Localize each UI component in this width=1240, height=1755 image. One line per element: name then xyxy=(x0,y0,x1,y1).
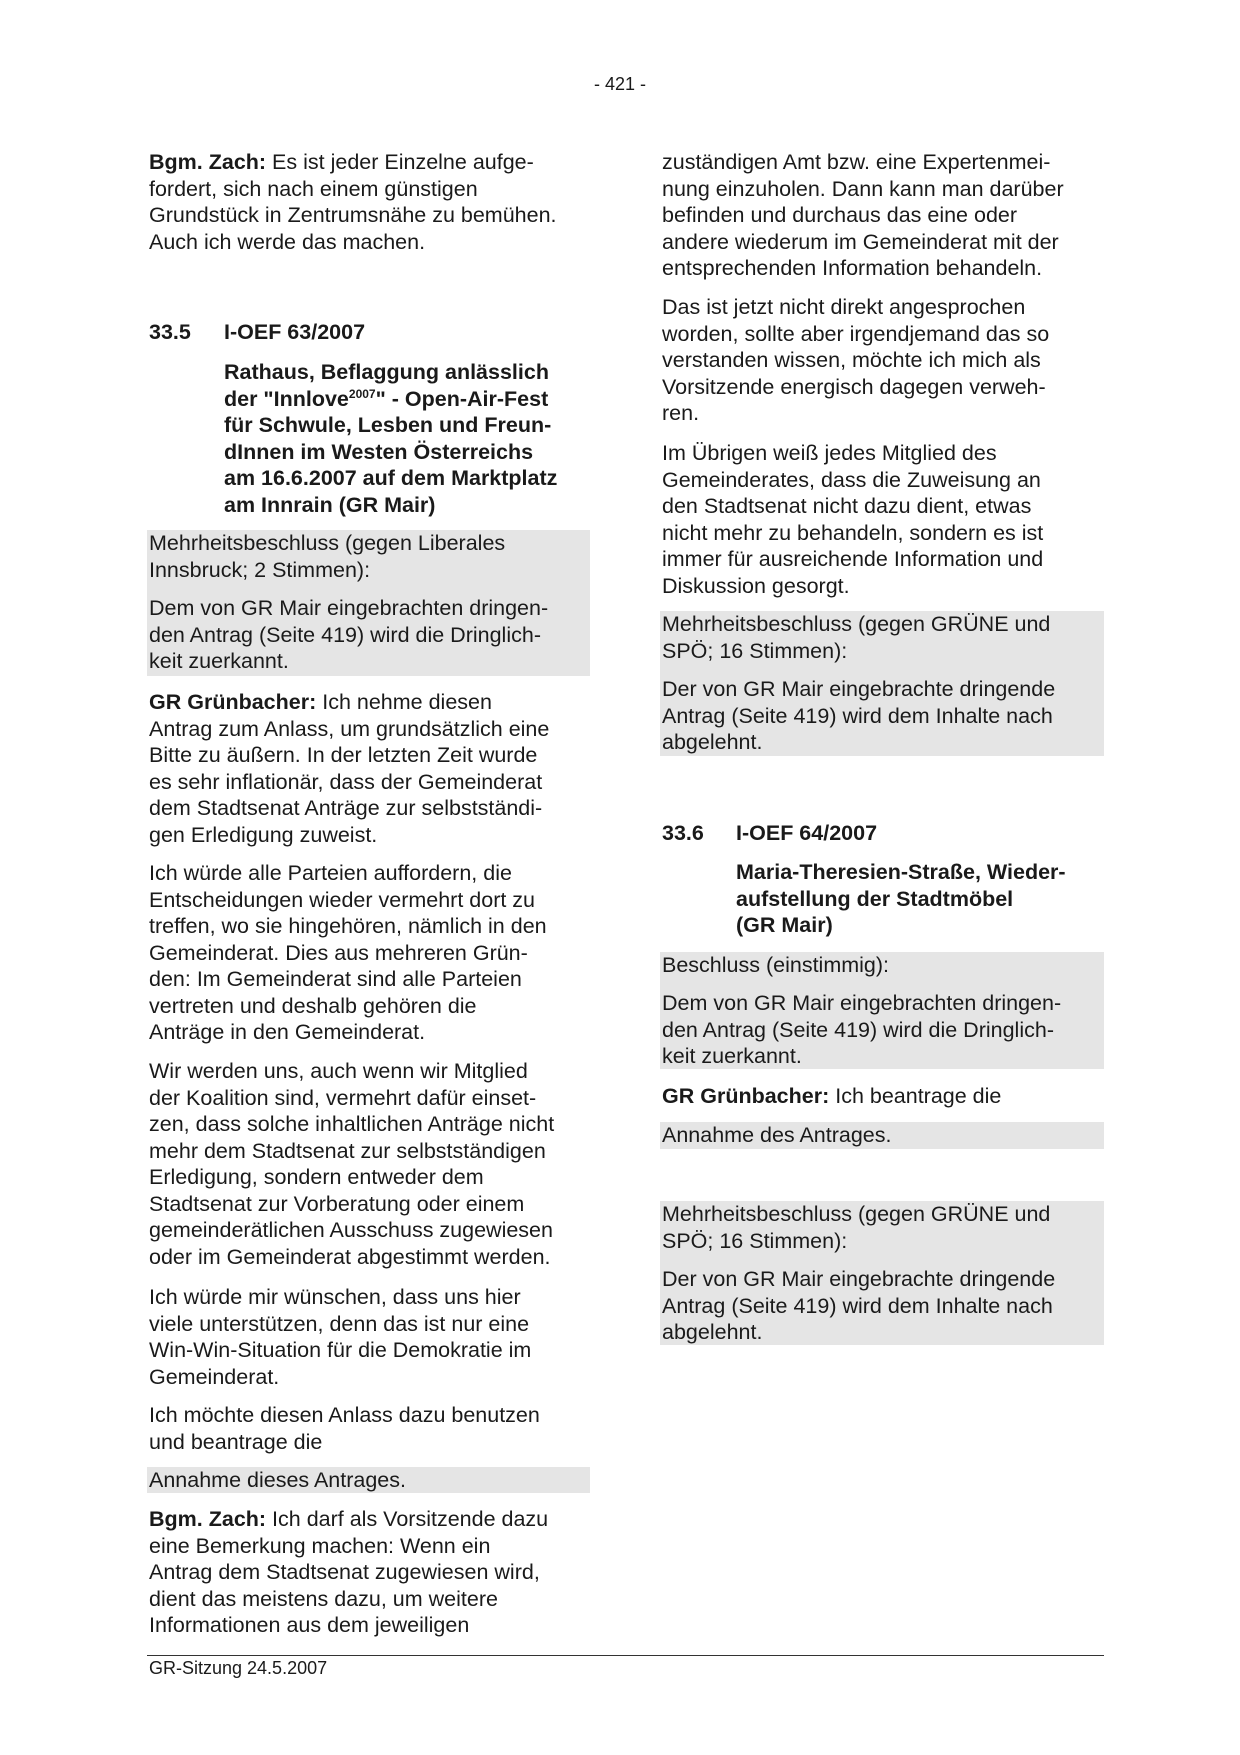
line-text: Wir werden uns, auch wenn wir Mitglied xyxy=(149,1059,528,1083)
text-line xyxy=(149,1533,548,1560)
line-text: Auch ich werde das machen. xyxy=(149,229,426,254)
line-text: viele unterstützen, denn das ist nur eine xyxy=(149,1311,530,1336)
line-text: Gemeinderates, dass die Zuweisung an xyxy=(662,467,1041,492)
text-line xyxy=(662,952,889,979)
line-text: es sehr inflationär, dass der Gemeinderat xyxy=(149,769,543,794)
title-rest xyxy=(224,412,557,518)
text-line xyxy=(662,676,1055,703)
text-line xyxy=(736,912,1066,939)
speaker-name: GR Grünbacher: xyxy=(662,1084,830,1108)
speech-paragraph xyxy=(149,689,549,848)
paragraph xyxy=(149,1284,531,1390)
text-line xyxy=(224,439,557,466)
text-line xyxy=(224,412,557,439)
text-line xyxy=(149,1612,548,1639)
line-text: Das ist jetzt nicht direkt angesprochen xyxy=(662,295,1026,319)
text-line xyxy=(149,648,548,675)
section-title xyxy=(736,859,1066,939)
text-line xyxy=(662,255,1064,282)
line-text: SPÖ; 16 Stimmen): xyxy=(662,1228,848,1253)
paragraph xyxy=(662,440,1043,599)
line-text: zuständigen Amt bzw. eine Expertenmei- xyxy=(662,150,1051,174)
text-line xyxy=(224,465,557,492)
line-text: ren. xyxy=(662,401,700,425)
text-line xyxy=(662,294,1049,321)
line-text: aufstellung der Stadtmöbel xyxy=(736,886,1014,911)
text-line xyxy=(662,347,1049,374)
line-text: andere wiederum im Gemeinderat mit der xyxy=(662,229,1059,254)
line-text: Der von GR Mair eingebrachte dringende xyxy=(662,1267,1056,1291)
line-text: Ich nehme diesen xyxy=(316,690,492,714)
line-text: am Innrain (GR Mair) xyxy=(224,492,436,517)
text-line xyxy=(662,1266,1055,1293)
text-line xyxy=(149,860,547,887)
text-line xyxy=(149,1402,540,1429)
line-text: verstanden wissen, möchte ich mich als xyxy=(662,348,1041,372)
footer-text: GR-Sitzung 24.5.2007 xyxy=(149,1658,328,1678)
resolution-heading xyxy=(662,1201,1050,1254)
text-line xyxy=(662,374,1049,401)
text-line xyxy=(149,1058,554,1085)
line-text: den Stadtsenat nicht dazu dient, etwas xyxy=(662,494,1032,518)
text-line xyxy=(149,887,547,914)
section-code: I-OEF 64/2007 xyxy=(736,821,878,845)
text-line xyxy=(736,886,1066,913)
line-text: worden, sollte aber irgendjemand das so xyxy=(662,321,1050,346)
line-text: Ich würde alle Parteien auffordern, die xyxy=(149,861,512,885)
text-line xyxy=(149,229,557,256)
line-text: Entscheidungen wieder vermehrt dort zu xyxy=(149,887,536,912)
text-line xyxy=(149,202,557,229)
resolution-text xyxy=(662,990,1061,1070)
line-text: SPÖ; 16 Stimmen): xyxy=(662,638,848,663)
line-text: Der von GR Mair eingebrachte dringende xyxy=(662,677,1056,701)
line-text: Es ist jeder Einzelne aufge- xyxy=(266,150,534,174)
line-text: vertreten und deshalb gehören die xyxy=(149,993,477,1018)
paragraph xyxy=(662,149,1064,282)
text-line xyxy=(149,1244,554,1271)
line-text: befinden und durchaus das eine oder xyxy=(662,203,1018,227)
line-text: oder im Gemeinderat abgestimmt werden. xyxy=(149,1244,551,1269)
text-line xyxy=(662,1201,1050,1228)
line-text: gemeinderätlichen Ausschuss zugewiesen xyxy=(149,1218,553,1242)
text-line xyxy=(149,1111,554,1138)
section-number: 33.5 xyxy=(149,320,191,344)
text-line xyxy=(149,1019,547,1046)
line-text: der Koalition sind, vermehrt dafür einset- xyxy=(149,1085,537,1110)
line-text: für Schwule, Lesben und Freun- xyxy=(224,413,552,437)
text-line xyxy=(149,913,547,940)
speech-paragraph xyxy=(662,1083,1001,1110)
title-line: Rathaus, Beflaggung anlässlich xyxy=(224,360,549,384)
text-line xyxy=(662,990,1061,1017)
text-line xyxy=(662,703,1055,730)
text-line xyxy=(149,742,549,769)
line-text: treffen, wo sie hingehören, nämlich in den xyxy=(149,914,547,938)
line-text: Ich möchte diesen Anlass dazu benutzen xyxy=(149,1403,540,1427)
text-line xyxy=(149,966,547,993)
line-text: Dem von GR Mair eingebrachten dringen- xyxy=(662,991,1062,1015)
text-line xyxy=(224,492,557,519)
line-text: Diskussion gesorgt. xyxy=(662,573,850,598)
text-line xyxy=(662,229,1064,256)
line-text: Maria-Theresien-Straße, Wieder- xyxy=(736,860,1066,884)
resolution-heading xyxy=(662,952,889,979)
line-text: nicht mehr zu behandeln, sondern es ist xyxy=(662,520,1044,545)
text-line xyxy=(662,1083,1001,1110)
speech-paragraph xyxy=(149,1506,548,1639)
line-text: abgelehnt. xyxy=(662,730,763,754)
line-text: Anträge in den Gemeinderat. xyxy=(149,1020,426,1044)
text-line xyxy=(662,611,1050,638)
section-number: 33.6 xyxy=(662,821,704,845)
text-line xyxy=(149,716,549,743)
resolution-text xyxy=(662,1266,1055,1346)
text-line xyxy=(736,859,1066,886)
line-text: keit zuerkannt. xyxy=(149,649,289,673)
text-line xyxy=(149,1164,554,1191)
text-line xyxy=(149,1337,531,1364)
resolution-text xyxy=(662,676,1055,756)
line-text: Antrag (Seite 419) wird dem Inhalte nach xyxy=(662,703,1053,728)
text-line xyxy=(662,546,1043,573)
line-text: immer für ausreichende Information und xyxy=(662,547,1044,571)
resolution-text xyxy=(149,595,548,675)
paragraph xyxy=(149,1402,540,1455)
title-text: der "Innlove xyxy=(224,386,349,411)
text-line xyxy=(149,1586,548,1613)
line-text: Mehrheitsbeschluss (gegen Liberales xyxy=(149,531,506,555)
speaker-name: Bgm. Zach: xyxy=(149,150,267,174)
paragraph xyxy=(149,860,547,1046)
line-text: und beantrage die xyxy=(149,1429,323,1454)
text-line xyxy=(662,729,1055,756)
text-line xyxy=(149,557,505,584)
text-line xyxy=(662,1228,1050,1255)
text-line xyxy=(149,822,549,849)
text-line xyxy=(149,940,547,967)
line-text: den: Im Gemeinderat sind alle Parteien xyxy=(149,967,522,991)
text-line xyxy=(662,520,1043,547)
text-line xyxy=(662,400,1049,427)
text-line xyxy=(149,622,548,649)
text-line xyxy=(149,1311,531,1338)
section-title xyxy=(224,359,557,518)
text-line xyxy=(149,176,557,203)
line-text: abgelehnt. xyxy=(662,1320,763,1344)
text-line xyxy=(149,1138,554,1165)
text-line xyxy=(662,1043,1061,1070)
text-line xyxy=(149,689,549,716)
line-text: Ich beantrage die xyxy=(829,1084,1002,1108)
text-line xyxy=(662,1017,1061,1044)
line-text: keit zuerkannt. xyxy=(662,1044,802,1068)
resolution-heading xyxy=(149,530,505,583)
line-text: gen Erledigung zuweist. xyxy=(149,822,378,847)
footer-divider xyxy=(147,1655,1104,1656)
section-code: I-OEF 63/2007 xyxy=(224,320,366,344)
line-text: Grundstück in Zentrumsnähe zu bemühen. xyxy=(149,203,557,227)
text-line xyxy=(149,1506,548,1533)
line-text: entsprechenden Information behandeln. xyxy=(662,256,1043,280)
text-line xyxy=(149,795,549,822)
text-line xyxy=(149,1217,554,1244)
line-text: Dem von GR Mair eingebrachten dringen- xyxy=(149,596,549,620)
line-text: eine Bemerkung machen: Wenn ein xyxy=(149,1533,491,1558)
line-text: Beschluss (einstimmig): xyxy=(662,953,889,977)
text-line xyxy=(149,1559,548,1586)
text-line xyxy=(662,440,1043,467)
text-line xyxy=(662,493,1043,520)
speaker-name: GR Grünbacher: xyxy=(149,690,317,714)
resolution-heading xyxy=(662,611,1050,664)
line-text: dInnen im Westen Österreichs xyxy=(224,439,534,464)
line-text: dient das meistens dazu, um weitere xyxy=(149,1586,498,1611)
line-text: mehr dem Stadtsenat zur selbstständigen xyxy=(149,1138,546,1163)
line-text: Stadtsenat zur Vorberatung oder einem xyxy=(149,1191,525,1216)
text-line xyxy=(149,1364,531,1391)
line-text: am 16.6.2007 auf dem Marktplatz xyxy=(224,466,558,490)
paragraph xyxy=(149,1058,554,1270)
page-number: - 421 - xyxy=(593,74,647,94)
speaker-name: Bgm. Zach: xyxy=(149,1507,267,1531)
title-superscript: 2007 xyxy=(348,386,376,401)
text-line xyxy=(662,176,1064,203)
line-text: den Antrag (Seite 419) wird die Dringlich- xyxy=(149,622,541,647)
line-text: nung einzuholen. Dann kann man darüber xyxy=(662,176,1064,201)
line-text: Mehrheitsbeschluss (gegen GRÜNE und xyxy=(662,612,1051,636)
paragraph xyxy=(662,294,1049,427)
line-text: Ich darf als Vorsitzende dazu xyxy=(266,1507,549,1531)
text-line xyxy=(662,638,1050,665)
text-line xyxy=(149,1284,531,1311)
text-line xyxy=(149,769,549,796)
text-line xyxy=(662,321,1049,348)
motion-text: Annahme des Antrages. xyxy=(662,1123,892,1147)
text-line xyxy=(149,149,557,176)
line-text: Im Übrigen weiß jedes Mitglied des xyxy=(662,441,997,465)
line-text: Erledigung, sondern entweder dem xyxy=(149,1165,484,1189)
text-line xyxy=(149,530,505,557)
line-text: dem Stadtsenat Anträge zur selbstständi- xyxy=(149,796,543,820)
text-line xyxy=(662,467,1043,494)
text-line xyxy=(149,1191,554,1218)
line-text: Gemeinderat. xyxy=(149,1364,280,1389)
text-line xyxy=(662,202,1064,229)
line-text: (GR Mair) xyxy=(736,913,833,937)
line-text: Mehrheitsbeschluss (gegen GRÜNE und xyxy=(662,1202,1051,1226)
line-text: Antrag dem Stadtsenat zugewiesen wird, xyxy=(149,1560,540,1584)
line-text: Innsbruck; 2 Stimmen): xyxy=(149,557,371,582)
speech-paragraph xyxy=(149,149,557,255)
line-text: Win-Win-Situation für die Demokratie im xyxy=(149,1338,532,1362)
text-line xyxy=(149,595,548,622)
line-text: Antrag zum Anlass, um grundsätzlich eine xyxy=(149,716,550,741)
line-text: fordert, sich nach einem günstigen xyxy=(149,176,478,201)
line-text: Antrag (Seite 419) wird dem Inhalte nach xyxy=(662,1293,1053,1318)
text-line xyxy=(149,1429,540,1456)
text-line xyxy=(149,1085,554,1112)
text-line xyxy=(149,993,547,1020)
line-text: zen, dass solche inhaltlichen Anträge nicht xyxy=(149,1112,555,1136)
line-text: Gemeinderat. Dies aus mehreren Grün- xyxy=(149,940,528,965)
title-line xyxy=(224,386,557,413)
motion-text: Annahme dieses Antrages. xyxy=(149,1468,406,1492)
title-text: " - Open-Air-Fest xyxy=(375,386,549,411)
text-line xyxy=(662,1293,1055,1320)
line-text: den Antrag (Seite 419) wird die Dringlich- xyxy=(662,1017,1054,1042)
line-text: Bitte zu äußern. In der letzten Zeit wurde xyxy=(149,743,538,767)
line-text: Vorsitzende energisch dagegen verweh- xyxy=(662,374,1046,399)
text-line xyxy=(662,573,1043,600)
line-text: Informationen aus dem jeweiligen xyxy=(149,1613,470,1637)
line-text: Ich würde mir wünschen, dass uns hier xyxy=(149,1285,521,1309)
text-line xyxy=(662,149,1064,176)
text-line xyxy=(662,1319,1055,1346)
